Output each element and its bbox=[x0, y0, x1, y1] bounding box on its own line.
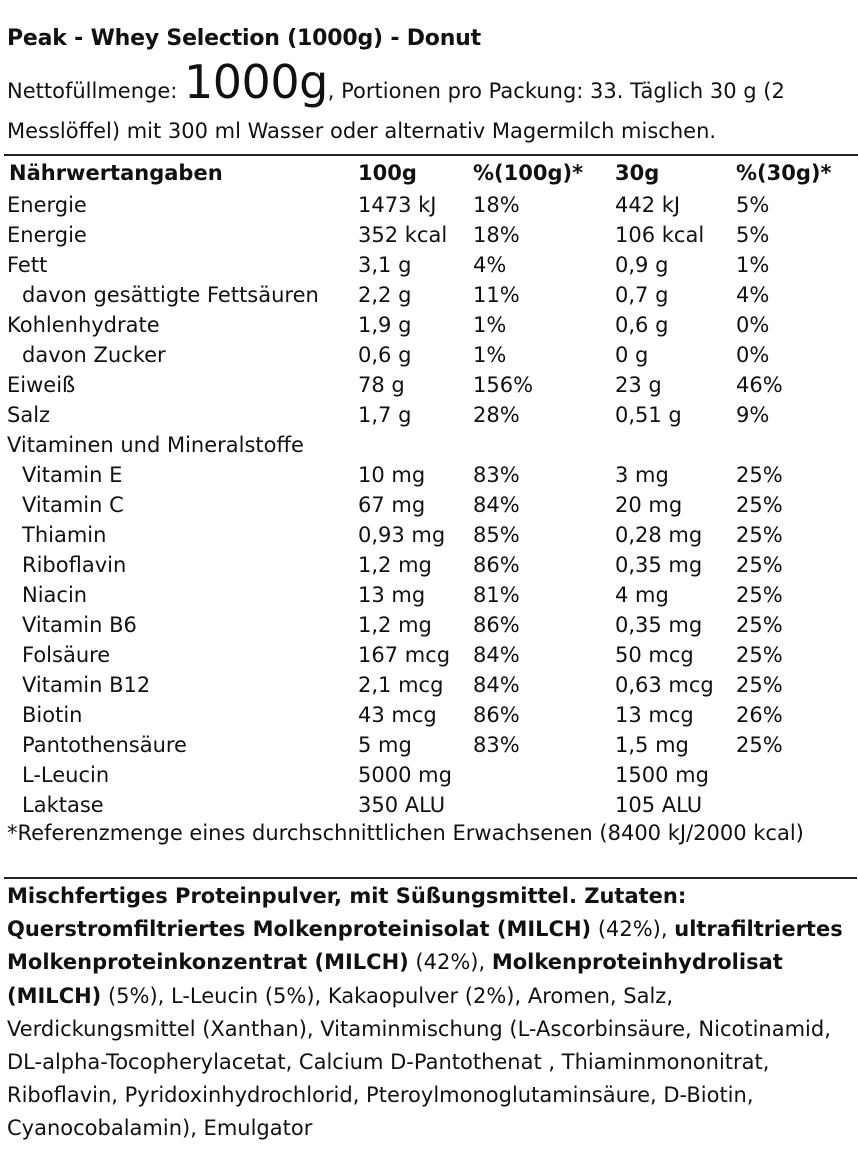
percent-per-30g bbox=[736, 790, 858, 820]
nutrient-name: Vitamin C bbox=[22, 493, 124, 517]
percent-per-100g bbox=[473, 760, 615, 790]
percent-per-30g: 25% bbox=[736, 523, 783, 547]
nutrient-name: Riboflavin bbox=[22, 553, 127, 577]
value-per-30g: 23 g bbox=[615, 373, 662, 397]
value-per-100g: 352 kcal bbox=[358, 223, 448, 247]
percent-per-30g: 25% bbox=[736, 553, 783, 577]
value-per-100g: 1473 kJ bbox=[358, 193, 437, 217]
nutrition-row bbox=[4, 550, 858, 580]
nutrient-name: Pantothensäure bbox=[22, 733, 187, 757]
header-per-30g: 30g bbox=[615, 161, 660, 185]
nutrition-table bbox=[4, 154, 858, 820]
nutrient-name: Biotin bbox=[22, 703, 83, 727]
value-per-30g: 0,35 mg bbox=[615, 553, 703, 577]
value-per-30g: 105 ALU bbox=[615, 793, 703, 817]
ingredients-text bbox=[7, 880, 852, 1146]
value-per-30g: 1500 mg bbox=[615, 763, 709, 787]
nutrition-rows bbox=[4, 190, 858, 820]
nutrition-row bbox=[4, 670, 858, 700]
percent-per-30g: 9% bbox=[736, 403, 770, 427]
percent-per-100g: 84% bbox=[473, 643, 520, 667]
value-per-100g: 0,93 mg bbox=[358, 523, 446, 547]
value-per-100g: 350 ALU bbox=[358, 793, 446, 817]
percent-per-100g: 86% bbox=[473, 553, 520, 577]
nutrient-name: Folsäure bbox=[22, 643, 111, 667]
value-per-30g bbox=[615, 430, 736, 460]
header-nutrient: Nährwertangaben bbox=[9, 161, 223, 185]
nutrition-row bbox=[4, 610, 858, 640]
nutrient-name: Kohlenhydrate bbox=[7, 313, 160, 337]
percent-per-30g: 46% bbox=[736, 373, 783, 397]
nutrient-name: Niacin bbox=[22, 583, 88, 607]
nutrient-name: Salz bbox=[7, 403, 51, 427]
nutrition-row bbox=[4, 400, 858, 430]
value-per-30g: 0,6 g bbox=[615, 313, 669, 337]
nutrition-row bbox=[4, 730, 858, 760]
nutrient-name: Vitamin B12 bbox=[22, 673, 151, 697]
percent-per-100g: 11% bbox=[473, 283, 520, 307]
nutrition-row bbox=[4, 700, 858, 730]
nutrient-name: Vitamin E bbox=[22, 463, 123, 487]
divider bbox=[4, 877, 857, 879]
percent-per-100g: 84% bbox=[473, 493, 520, 517]
percent-per-100g: 18% bbox=[473, 193, 520, 217]
nutrition-row bbox=[4, 460, 858, 490]
nutrition-row bbox=[4, 280, 858, 310]
value-per-30g: 50 mcg bbox=[615, 643, 694, 667]
value-per-100g: 2,2 g bbox=[358, 283, 412, 307]
value-per-30g: 0,28 mg bbox=[615, 523, 703, 547]
ingredient-whey-concentrate-pct: (42%), bbox=[408, 950, 486, 975]
value-per-100g: 1,9 g bbox=[358, 313, 412, 337]
percent-per-30g: 25% bbox=[736, 673, 783, 697]
value-per-30g: 1,5 mg bbox=[615, 733, 689, 757]
nutrition-row bbox=[4, 640, 858, 670]
nutrition-row bbox=[4, 430, 858, 460]
percent-per-100g bbox=[473, 790, 615, 820]
nutrient-name: Vitamin B6 bbox=[22, 613, 137, 637]
percent-per-100g: 156% bbox=[473, 373, 534, 397]
percent-per-30g: 25% bbox=[736, 493, 783, 517]
percent-per-100g: 1% bbox=[473, 313, 507, 337]
ingredient-whey-concentrate: ultrafiltriertes Molkenproteinkonzentrat (MILCH) bbox=[7, 917, 843, 975]
percent-per-100g bbox=[473, 430, 615, 460]
nutrient-name: L-Leucin bbox=[22, 763, 110, 787]
percent-per-30g: 25% bbox=[736, 643, 783, 667]
header-pct-30g: %(30g)* bbox=[736, 161, 832, 185]
percent-per-100g: 1% bbox=[473, 343, 507, 367]
ingredient-whey-isolate-pct: (42%), bbox=[591, 917, 668, 942]
nutrient-name: Laktase bbox=[22, 793, 104, 817]
value-per-30g: 442 kJ bbox=[615, 193, 681, 217]
value-per-100g: 5 mg bbox=[358, 733, 412, 757]
net-quantity-label: Nettofüllmenge: bbox=[7, 79, 178, 103]
percent-per-30g bbox=[736, 760, 858, 790]
value-per-30g: 4 mg bbox=[615, 583, 669, 607]
nutrition-row bbox=[4, 370, 858, 400]
value-per-100g: 3,1 g bbox=[358, 253, 412, 277]
percent-per-30g: 1% bbox=[736, 253, 770, 277]
nutrition-row bbox=[4, 580, 858, 610]
nutrient-name: Vitaminen und Mineralstoffe bbox=[7, 433, 304, 457]
header-per-100g: 100g bbox=[358, 161, 417, 185]
ingredient-whey-isolate: Querstromfiltriertes Molkenproteinisolat (MILCH) bbox=[7, 917, 592, 942]
percent-per-30g: 0% bbox=[736, 313, 770, 337]
value-per-100g: 167 mcg bbox=[358, 643, 451, 667]
percent-per-30g: 25% bbox=[736, 613, 783, 637]
value-per-100g: 43 mcg bbox=[358, 703, 437, 727]
nutrient-name: Thiamin bbox=[22, 523, 107, 547]
value-per-100g: 1,2 mg bbox=[358, 553, 432, 577]
ingredients-remaining: (5%), L-Leucin (5%), Kakaopulver (2%), Aromen, Salz, Verdickungsmittel (Xanthan), Vitaminmischung (L-Ascorbinsäure, Nicotinamid, DL-alpha-Tocopherylacetat, Calcium D-Pantothenat , Thiaminmononitrat, Riboflavin, Pyridoxinhydrochlorid, Pteroylmonoglutaminsäure, D-Biotin, Cyanocobalamin), Emulgator bbox=[7, 983, 831, 1141]
nutrition-row bbox=[4, 490, 858, 520]
percent-per-30g: 25% bbox=[736, 463, 783, 487]
nutrition-row bbox=[4, 340, 858, 370]
percent-per-100g: 85% bbox=[473, 523, 520, 547]
percent-per-30g: 26% bbox=[736, 703, 783, 727]
percent-per-100g: 28% bbox=[473, 403, 520, 427]
value-per-30g: 13 mcg bbox=[615, 703, 694, 727]
percent-per-100g: 84% bbox=[473, 673, 520, 697]
percent-per-100g: 81% bbox=[473, 583, 520, 607]
value-per-100g: 67 mg bbox=[358, 493, 426, 517]
nutrition-row bbox=[4, 520, 858, 550]
value-per-100g: 10 mg bbox=[358, 463, 426, 487]
percent-per-100g: 18% bbox=[473, 223, 520, 247]
value-per-100g: 2,1 mcg bbox=[358, 673, 444, 697]
value-per-30g: 3 mg bbox=[615, 463, 669, 487]
header-pct-100g: %(100g)* bbox=[473, 161, 584, 185]
product-title: Peak - Whey Selection (1000g) - Donut bbox=[7, 26, 481, 51]
percent-per-30g: 5% bbox=[736, 193, 770, 217]
nutrient-name: Fett bbox=[7, 253, 48, 277]
nutrition-row bbox=[4, 190, 858, 220]
serving-info bbox=[7, 55, 852, 151]
nutrition-header-row bbox=[4, 155, 858, 190]
value-per-30g: 0,7 g bbox=[615, 283, 669, 307]
value-per-100g: 1,7 g bbox=[358, 403, 412, 427]
serving-instructions: , Portionen pro Packung: 33. Täglich 30 g (2 Messlöffel) mit 300 ml Wasser oder alternativ Magermilch mischen. bbox=[7, 79, 785, 143]
percent-per-100g: 4% bbox=[473, 253, 507, 277]
percent-per-100g: 83% bbox=[473, 463, 520, 487]
value-per-30g: 0,35 mg bbox=[615, 613, 703, 637]
nutrient-name: Energie bbox=[7, 223, 87, 247]
value-per-100g: 13 mg bbox=[358, 583, 426, 607]
value-per-30g: 0,51 g bbox=[615, 403, 682, 427]
percent-per-30g bbox=[736, 430, 858, 460]
value-per-100g: 1,2 mg bbox=[358, 613, 432, 637]
percent-per-30g: 25% bbox=[736, 583, 783, 607]
nutrient-name: davon gesättigte Fettsäuren bbox=[22, 283, 319, 307]
value-per-100g: 0,6 g bbox=[358, 343, 412, 367]
nutrient-name: Energie bbox=[7, 193, 87, 217]
percent-per-100g: 83% bbox=[473, 733, 520, 757]
percent-per-30g: 5% bbox=[736, 223, 770, 247]
percent-per-30g: 0% bbox=[736, 343, 770, 367]
value-per-30g: 106 kcal bbox=[615, 223, 705, 247]
nutrition-row bbox=[4, 310, 858, 340]
nutrition-row bbox=[4, 220, 858, 250]
ingredient-whey-hydrolysate: Molkenproteinhydrolisat (MILCH) bbox=[7, 950, 783, 1008]
nutrition-row bbox=[4, 790, 858, 820]
value-per-30g: 0,9 g bbox=[615, 253, 669, 277]
percent-per-30g: 4% bbox=[736, 283, 770, 307]
percent-per-100g: 86% bbox=[473, 703, 520, 727]
ingredients-heading: Mischfertiges Proteinpulver, mit Süßungsmittel. Zutaten: bbox=[7, 884, 687, 908]
reference-footnote: *Referenzmenge eines durchschnittlichen Erwachsenen (8400 kJ/2000 kcal) bbox=[7, 821, 804, 845]
nutrient-name: davon Zucker bbox=[22, 343, 166, 367]
value-per-100g bbox=[358, 430, 473, 460]
net-quantity-value: 1000g bbox=[184, 55, 328, 109]
value-per-30g: 0,63 mcg bbox=[615, 673, 714, 697]
percent-per-30g: 25% bbox=[736, 733, 783, 757]
value-per-30g: 20 mg bbox=[615, 493, 683, 517]
nutrition-row bbox=[4, 760, 858, 790]
nutrient-name: Eiweiß bbox=[7, 373, 76, 397]
value-per-100g: 5000 mg bbox=[358, 763, 452, 787]
value-per-100g: 78 g bbox=[358, 373, 405, 397]
value-per-30g: 0 g bbox=[615, 343, 649, 367]
nutrition-row bbox=[4, 250, 858, 280]
percent-per-100g: 86% bbox=[473, 613, 520, 637]
